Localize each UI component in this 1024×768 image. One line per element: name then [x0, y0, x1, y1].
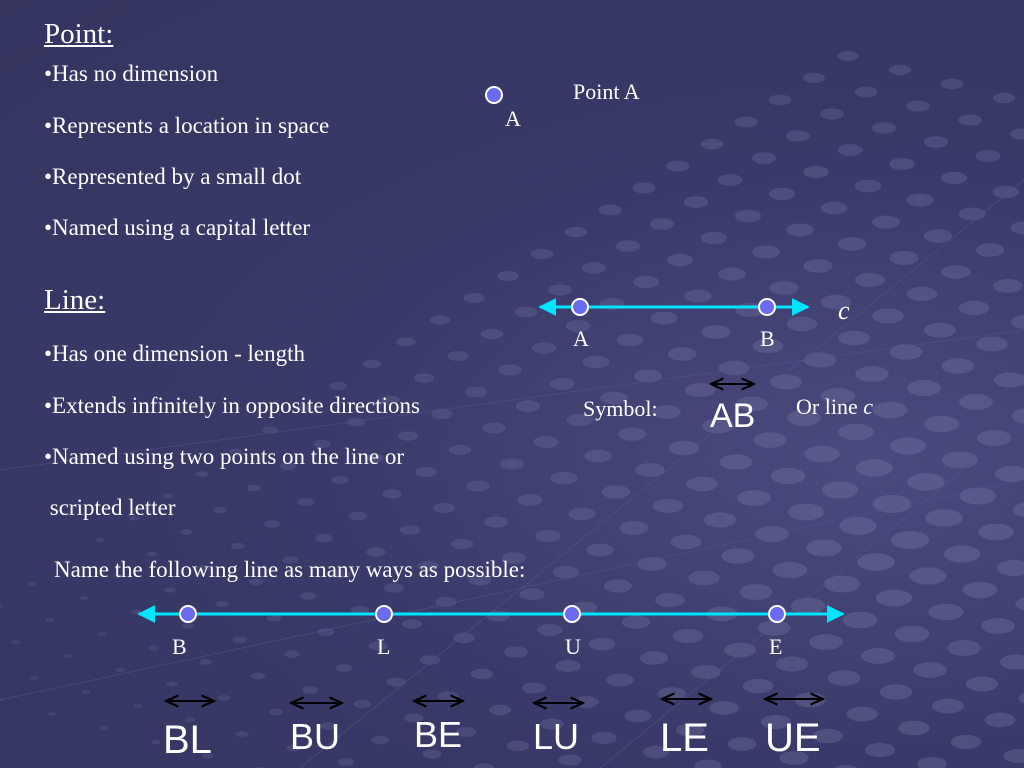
answer-bu: BU: [290, 716, 341, 757]
answer-le: LE: [660, 716, 709, 760]
line-bullet-2: •Extends infinitely in opposite directions: [44, 393, 420, 418]
answer-bl: BL: [163, 718, 212, 762]
exercise-point-b-dot: [180, 606, 196, 622]
point-bullet-1: •Has no dimension: [44, 61, 219, 86]
exercise-point-label-e: E: [769, 634, 783, 659]
line-point-b-dot: [759, 299, 775, 315]
point-a-dot: [486, 87, 502, 103]
answer-ue: UE: [765, 716, 821, 760]
symbol-label: Symbol:: [583, 396, 658, 421]
line-point-a-dot: [572, 299, 588, 315]
exercise-point-u-dot: [564, 606, 580, 622]
line-point-label-a: A: [573, 326, 589, 351]
answer-lu: LU: [533, 716, 580, 757]
point-bullet-3: •Represented by a small dot: [44, 164, 302, 189]
or-line-letter: c: [863, 394, 873, 419]
answer-be: BE: [414, 714, 463, 755]
exercise-point-label-l: L: [377, 634, 391, 659]
point-caption: Point A: [573, 79, 640, 104]
line-heading: Line:: [44, 284, 106, 316]
point-bullet-4: •Named using a capital letter: [44, 215, 311, 240]
exercise-point-e-dot: [769, 606, 785, 622]
exercise-point-l-dot: [376, 606, 392, 622]
exercise-point-label-b: B: [172, 634, 187, 659]
line-bullet-1: •Has one dimension - length: [44, 341, 306, 366]
symbol-ab-text: AB: [710, 397, 756, 435]
or-line-prefix: Or line: [796, 394, 864, 419]
point-diagram-label: A: [505, 106, 521, 131]
line-name-c: c: [838, 296, 850, 325]
exercise-prompt: Name the following line as many ways as possible:: [54, 557, 526, 582]
line-bullet-4: scripted letter: [44, 495, 176, 520]
exercise-point-label-u: U: [565, 634, 581, 659]
line-point-label-b: B: [760, 326, 775, 351]
point-bullet-2: •Represents a location in space: [44, 113, 330, 138]
point-heading: Point:: [44, 18, 114, 50]
line-bullet-3: •Named using two points on the line or: [44, 444, 405, 469]
